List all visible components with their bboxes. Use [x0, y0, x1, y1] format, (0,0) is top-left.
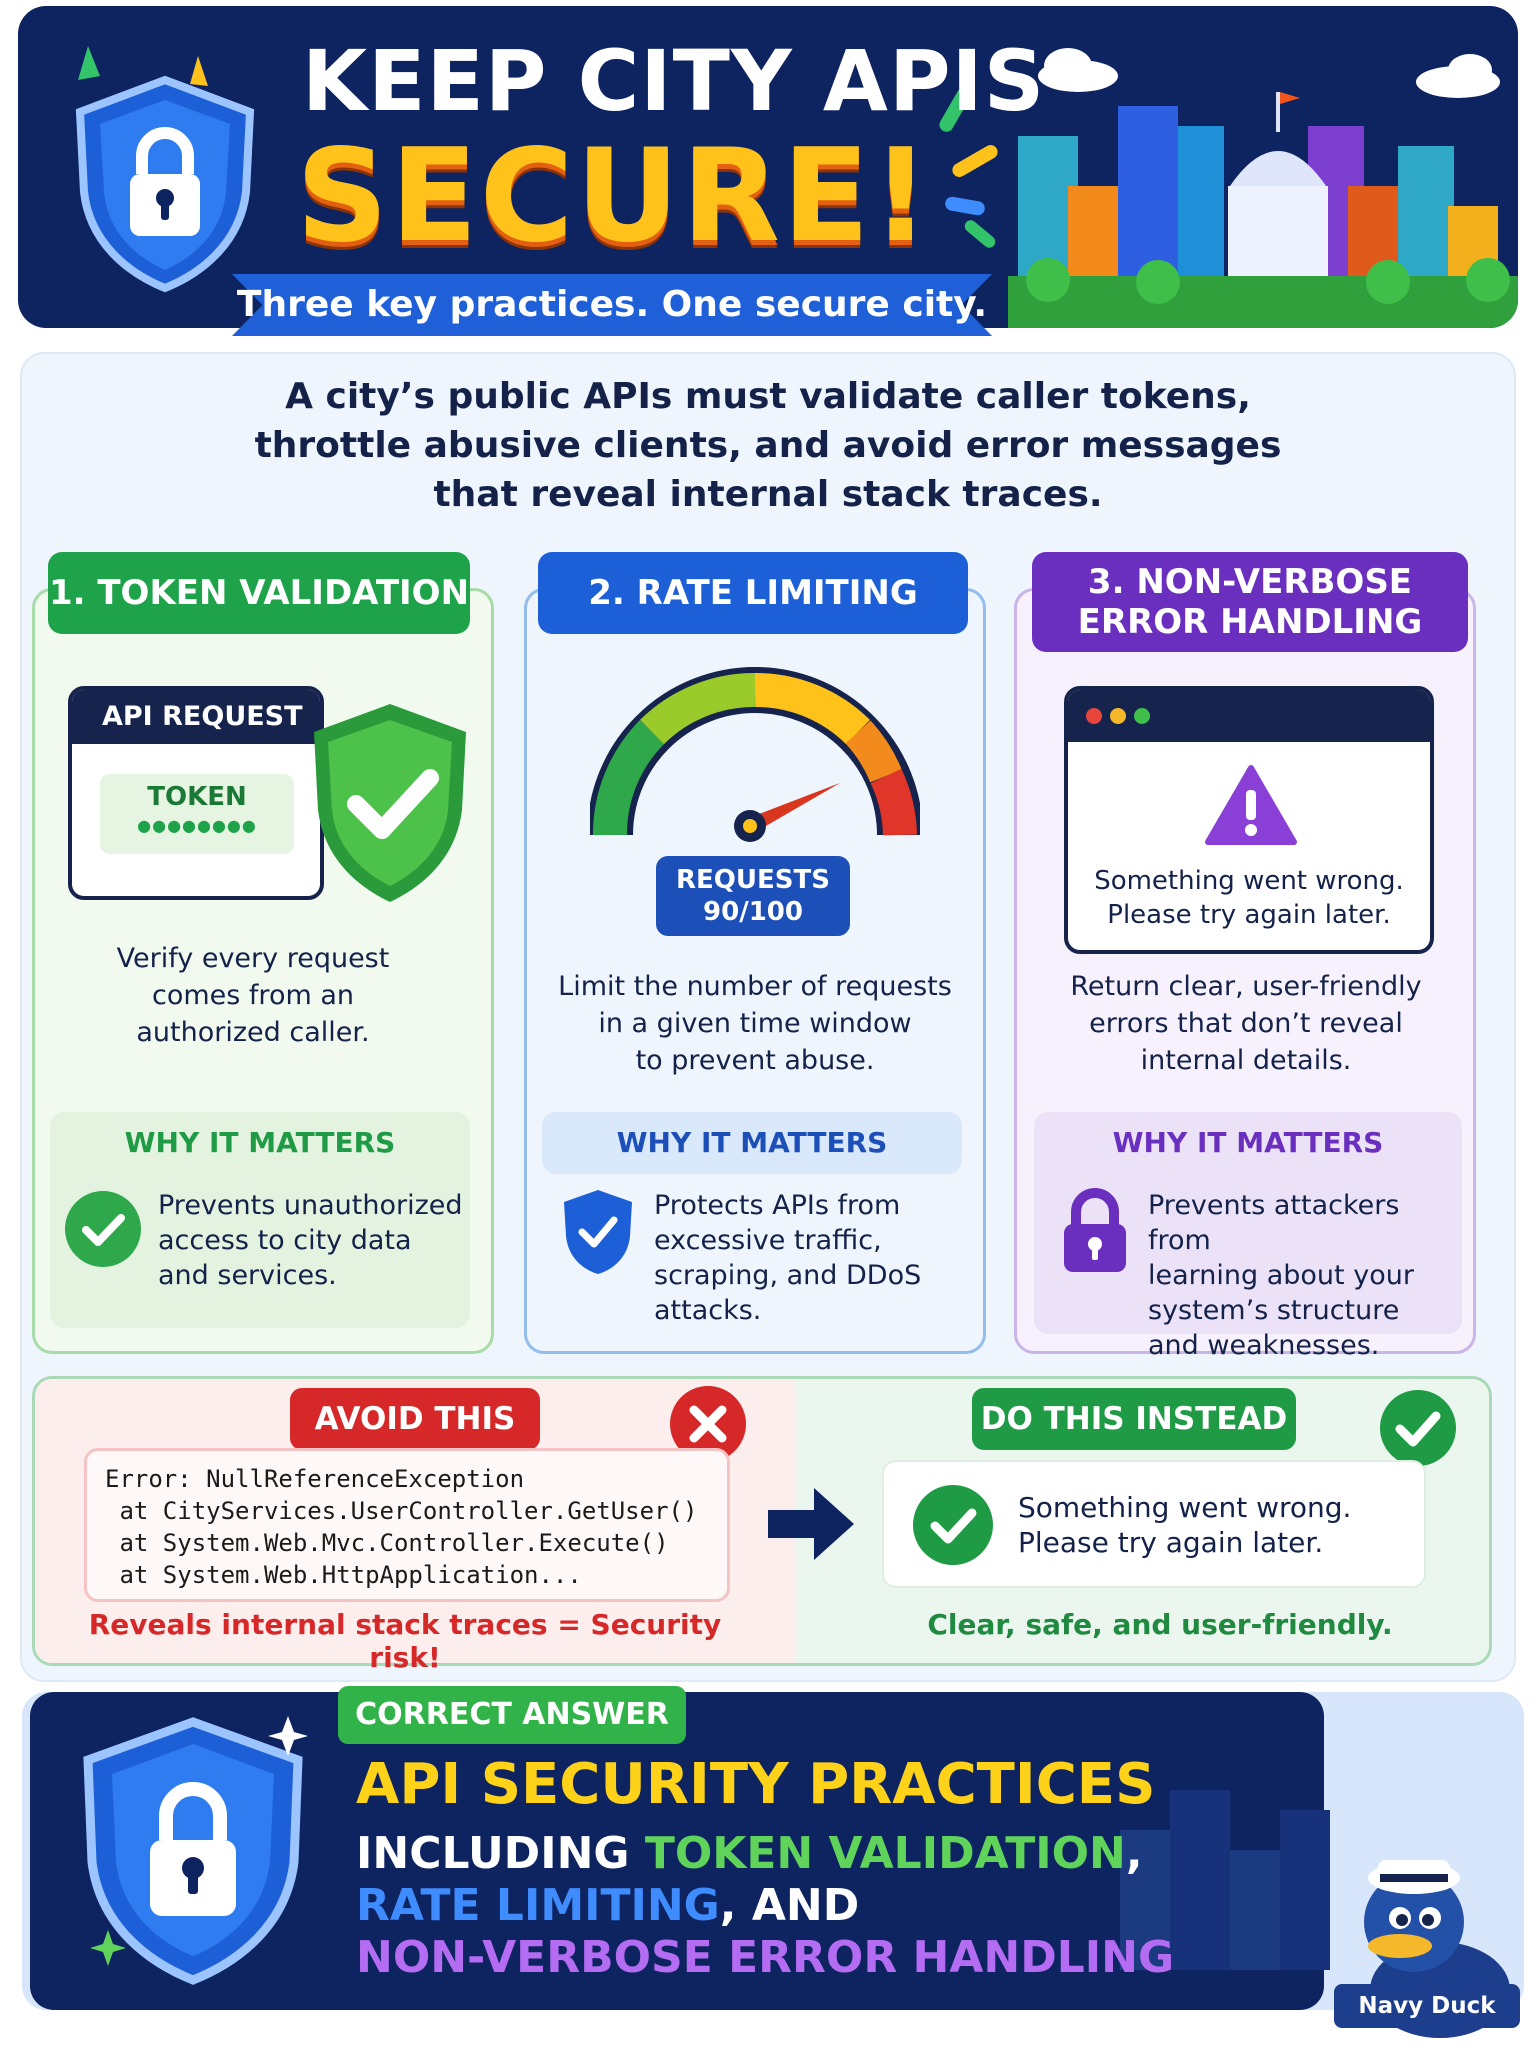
- why-line: and services.: [158, 1260, 337, 1291]
- stack-line: at CityServices.UserController.GetUser(): [105, 1497, 698, 1525]
- token-why-title: WHY IT MATTERS: [124, 1126, 396, 1159]
- answer-token-validation: TOKEN VALIDATION: [644, 1828, 1126, 1879]
- stack-line: at System.Web.HttpApplication...: [105, 1561, 582, 1589]
- header-title-line1: KEEP CITY APIS: [302, 32, 1046, 130]
- why-line: system’s structure: [1148, 1295, 1400, 1326]
- desc-line: Verify every request: [116, 943, 390, 974]
- safe-message-text: [1018, 1490, 1351, 1560]
- rate-why-title: WHY IT MATTERS: [616, 1126, 888, 1159]
- check-circle-icon: [912, 1484, 994, 1566]
- desc-line: internal details.: [1140, 1045, 1352, 1076]
- header-title-line2: SECURE!: [296, 122, 932, 271]
- msg-line: Please try again later.: [1107, 900, 1391, 930]
- error-message-window: [1064, 686, 1434, 954]
- requests-label: REQUESTS: [676, 865, 830, 895]
- warning-triangle-icon: [1204, 764, 1298, 848]
- stack-line: at System.Web.Mvc.Controller.Execute(): [105, 1529, 669, 1557]
- intro-text: [180, 372, 1356, 519]
- why-line: Prevents unauthorized: [158, 1190, 463, 1221]
- shield-check-icon: [306, 700, 474, 906]
- answer-text: INCLUDING: [356, 1828, 645, 1879]
- requests-value: 90/100: [703, 897, 803, 927]
- msg-line: Something went wrong.: [1018, 1491, 1352, 1524]
- why-line: and weaknesses.: [1148, 1330, 1380, 1361]
- token-why-text: [158, 1188, 468, 1293]
- correct-answer-badge: CORRECT ANSWER: [338, 1686, 686, 1744]
- answer-text: , AND: [719, 1880, 860, 1931]
- risk-text: Reveals internal stack traces = Security risk!: [88, 1608, 722, 1674]
- desc-line: errors that don’t reveal: [1089, 1008, 1403, 1039]
- tagline: Three key practices. One secure city.: [236, 284, 988, 325]
- stack-trace-box: [84, 1448, 730, 1602]
- rate-gauge-icon: [590, 660, 920, 850]
- answer-error-handling: NON-VERBOSE ERROR HANDLING: [356, 1932, 1175, 1983]
- api-request-title: API REQUEST: [72, 690, 320, 744]
- rate-description: [530, 968, 980, 1079]
- desc-line: in a given time window: [598, 1008, 912, 1039]
- desc-line: comes from an: [152, 980, 354, 1011]
- shield-check-blue-icon: [560, 1188, 636, 1276]
- desc-line: authorized caller.: [136, 1017, 370, 1048]
- window-titlebar: [1068, 690, 1430, 742]
- error-why-title: WHY IT MATTERS: [1112, 1126, 1384, 1159]
- why-line: attacks.: [654, 1295, 762, 1326]
- error-handling-badge: [1032, 552, 1468, 652]
- token-description: [44, 940, 462, 1051]
- token-label: TOKEN: [147, 782, 247, 812]
- rate-why-text: [654, 1188, 964, 1328]
- token-dots: ●●●●●●●●: [137, 816, 257, 835]
- do-instead-badge: DO THIS INSTEAD: [972, 1388, 1296, 1450]
- rate-limiting-badge: 2. RATE LIMITING: [538, 552, 968, 634]
- why-line: scraping, and DDoS: [654, 1260, 922, 1291]
- error-message-text: [1068, 864, 1430, 932]
- answer-headline: API SECURITY PRACTICES: [356, 1752, 1156, 1817]
- padlock-purple-icon: [1058, 1188, 1132, 1274]
- token-validation-badge: 1. TOKEN VALIDATION: [48, 552, 470, 634]
- answer-line-3: [356, 1880, 859, 1931]
- green-dot-icon: [1134, 708, 1150, 724]
- mascot-label: Navy Duck: [1334, 1984, 1520, 2028]
- msg-line: Something went wrong.: [1094, 866, 1404, 896]
- desc-line: Limit the number of requests: [558, 971, 952, 1002]
- intro-line: that reveal internal stack traces.: [433, 474, 1103, 515]
- why-line: learning about your: [1148, 1260, 1414, 1291]
- desc-line: Return clear, user-friendly: [1070, 971, 1422, 1002]
- badge-line: ERROR HANDLING: [1077, 602, 1423, 642]
- why-line: Prevents attackers from: [1148, 1190, 1400, 1256]
- stack-line: Error: NullReferenceException: [105, 1465, 525, 1493]
- answer-text: ,: [1125, 1828, 1143, 1879]
- badge-line: 3. NON-VERBOSE: [1087, 562, 1413, 602]
- check-circle-icon: [1378, 1388, 1458, 1468]
- intro-line: throttle abusive clients, and avoid error messages: [254, 425, 1282, 466]
- yellow-dot-icon: [1110, 708, 1126, 724]
- error-description: [1020, 968, 1472, 1079]
- shield-lock-icon: [70, 74, 260, 294]
- msg-line: Please try again later.: [1018, 1526, 1324, 1559]
- requests-counter: [656, 856, 850, 936]
- why-line: access to city data: [158, 1225, 412, 1256]
- red-dot-icon: [1086, 708, 1102, 724]
- city-skyline-icon: [1008, 36, 1518, 328]
- intro-line: A city’s public APIs must validate caller tokens,: [285, 376, 1251, 417]
- error-why-text: [1148, 1188, 1466, 1363]
- why-line: excessive traffic,: [654, 1225, 882, 1256]
- safe-text: Clear, safe, and user-friendly.: [927, 1608, 1393, 1641]
- answer-rate-limiting: RATE LIMITING: [356, 1880, 720, 1931]
- why-line: Protects APIs from: [654, 1190, 901, 1221]
- answer-line-2: [356, 1828, 1143, 1879]
- desc-line: to prevent abuse.: [635, 1045, 875, 1076]
- token-box: [100, 774, 294, 854]
- avoid-badge: AVOID THIS: [290, 1388, 540, 1450]
- arrow-right-icon: [764, 1484, 858, 1564]
- api-request-window: [68, 686, 324, 900]
- shield-lock-icon: [78, 1716, 308, 1986]
- check-circle-icon: [64, 1190, 142, 1268]
